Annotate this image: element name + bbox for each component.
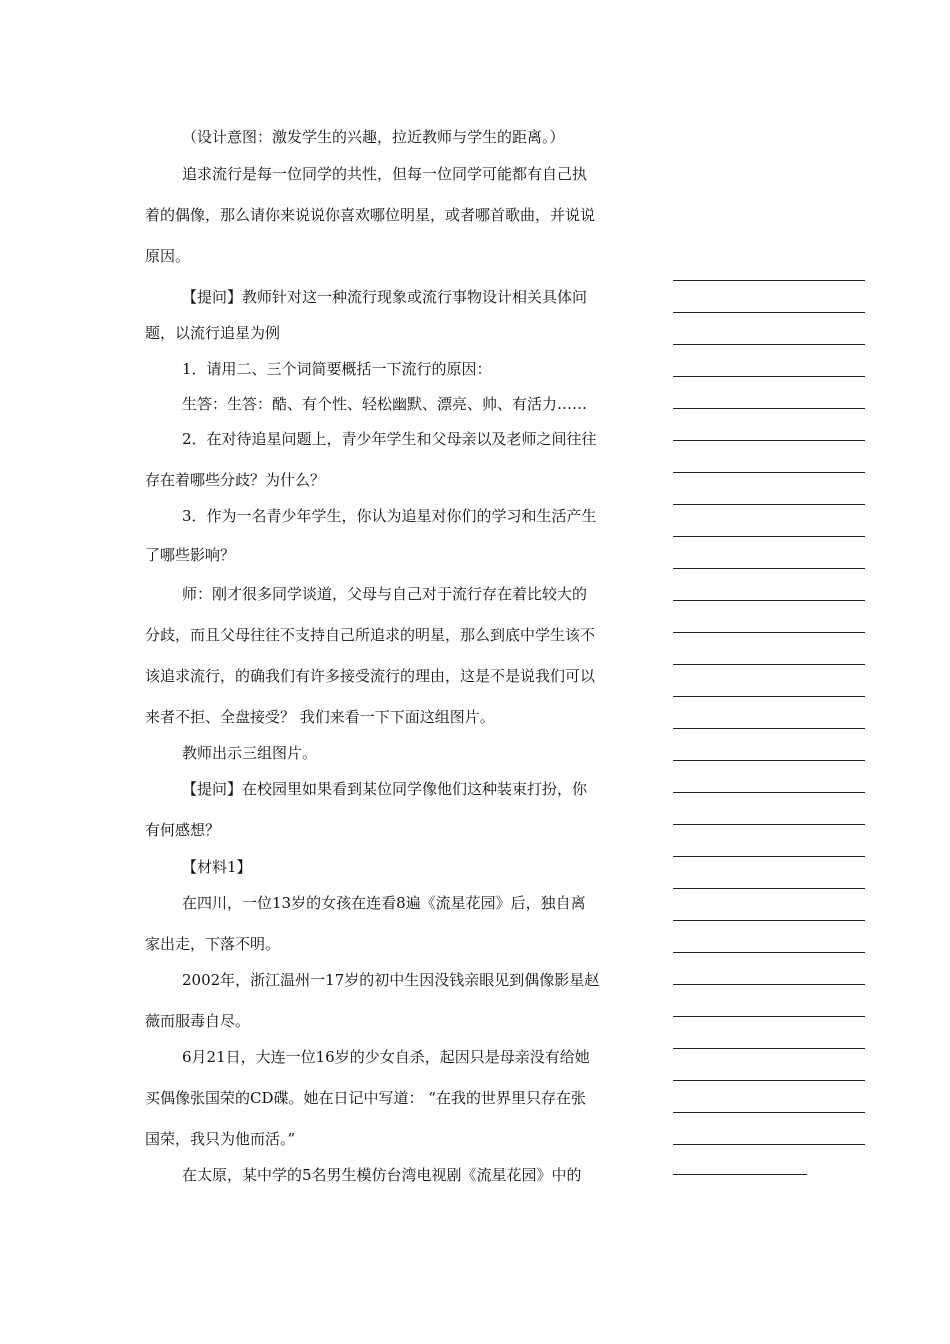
question-item-3: 3．作为一名青少年学生，你认为追星对你们的学习和生活产生 [182, 507, 597, 525]
material-line: 国荣，我只为他而活。” [145, 1130, 296, 1148]
note-line [673, 888, 865, 889]
note-line [673, 568, 865, 569]
question-line: 有何感想？ [145, 821, 221, 839]
material-line: 家出走，下落不明。 [145, 935, 281, 953]
note-line [673, 344, 865, 345]
material-line: 在太原，某中学的5名男生模仿台湾电视剧《流星花园》中的 [182, 1166, 582, 1184]
note-line [673, 280, 865, 281]
note-line [673, 312, 865, 313]
note-line [673, 408, 865, 409]
note-line [673, 1048, 865, 1049]
note-line [673, 696, 865, 697]
note-line [673, 536, 865, 537]
teacher-line: 该追求流行，的确我们有许多接受流行的理由，这是不是说我们可以 [145, 667, 596, 685]
material-line: 在四川，一位13岁的女孩在连看8遍《流星花园》后，独自离 [182, 894, 586, 912]
student-answer: 生答：生答：酷、有个性、轻松幽默、漂亮、帅、有活力…… [182, 395, 588, 413]
question-item-2: 2．在对待追星问题上，青少年学生和父母亲以及老师之间往往 [182, 430, 597, 448]
note-line [673, 824, 865, 825]
note-line [673, 440, 865, 441]
note-lines-margin [673, 0, 865, 1344]
material-line: 2002年，浙江温州一17岁的初中生因没钱亲眼见到偶像影星赵 [182, 971, 600, 989]
note-line [673, 856, 865, 857]
note-line-short [673, 1174, 807, 1175]
note-line [673, 1112, 865, 1113]
teacher-line: 分歧，而且父母往往不支持自己所追求的明星，那么到底中学生该不 [145, 626, 596, 644]
note-line [673, 1080, 865, 1081]
paragraph-line: 追求流行是每一位同学的共性，但每一位同学可能都有自己执 [182, 165, 588, 183]
teacher-line: 师：刚才很多同学谈道，父母与自己对于流行存在着比较大的 [182, 585, 588, 603]
material-line: 6月21日，大连一位16岁的少女自杀，起因只是母亲没有给她 [182, 1048, 590, 1066]
material-heading: 【材料1】 [182, 858, 252, 876]
question-line: 【提问】教师针对这一种流行现象或流行事物设计相关具体问 [182, 288, 588, 306]
material-line: 薇而服毒自尽。 [145, 1012, 251, 1030]
teacher-line: 来者不拒、全盘接受？ 我们来看一下下面这组图片。 [145, 708, 495, 726]
question-item-1: 1．请用二、三个词简要概括一下流行的原因： [182, 360, 492, 378]
note-line [673, 1016, 865, 1017]
note-line [673, 792, 865, 793]
note-line [673, 984, 865, 985]
note-line [673, 920, 865, 921]
note-line [673, 600, 865, 601]
design-intent-line: （设计意图：激发学生的兴趣，拉近教师与学生的距离。） [182, 128, 565, 146]
note-line [673, 632, 865, 633]
note-line [673, 728, 865, 729]
question-item-2-cont: 存在着哪些分歧？为什么？ [145, 471, 326, 489]
note-line [673, 472, 865, 473]
note-line [673, 376, 865, 377]
note-line [673, 760, 865, 761]
paragraph-line: 原因。 [145, 247, 191, 265]
question-item-3-cont: 了哪些影响？ [145, 546, 236, 564]
note-line [673, 504, 865, 505]
note-line [673, 1144, 865, 1145]
paragraph-line: 着的偶像，那么请你来说说你喜欢哪位明星，或者哪首歌曲，并说说 [145, 206, 596, 224]
material-line: 买偶像张国荣的CD碟。她在日记中写道： “在我的世界里只存在张 [145, 1089, 586, 1107]
note-line [673, 952, 865, 953]
note-line [673, 664, 865, 665]
question-line: 题，以流行追星为例 [145, 324, 281, 342]
teacher-shows-pictures: 教师出示三组图片。 [182, 744, 318, 762]
question-line: 【提问】在校园里如果看到某位同学像他们这种装束打扮，你 [182, 780, 588, 798]
